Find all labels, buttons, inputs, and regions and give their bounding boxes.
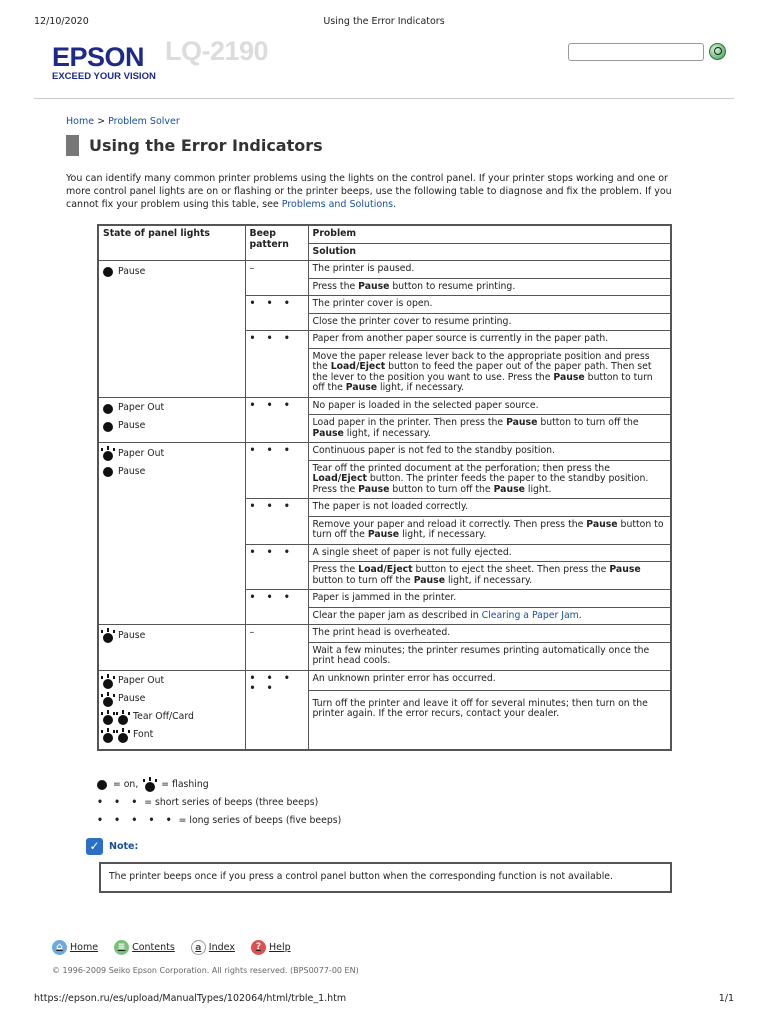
breadcrumb bbox=[66, 116, 180, 127]
header-problem: Problem bbox=[308, 225, 671, 243]
beep-cell: – bbox=[245, 625, 308, 671]
light-flashing-icon bbox=[103, 697, 113, 707]
light-pause bbox=[103, 419, 241, 435]
light-label: Pause bbox=[118, 265, 146, 277]
legend-on-label: = on, bbox=[113, 779, 139, 790]
legend-lights bbox=[97, 776, 341, 794]
beep-cell: • • • • • bbox=[245, 670, 308, 750]
problem-cell: Paper from another paper source is currently in the paper path. bbox=[308, 331, 671, 349]
light-label: Pause bbox=[118, 629, 146, 641]
print-footer bbox=[34, 993, 734, 1007]
help-icon: ? bbox=[251, 940, 266, 955]
bottom-nav bbox=[52, 940, 307, 955]
note-heading bbox=[86, 838, 138, 855]
problem-cell: The printer cover is open. bbox=[308, 296, 671, 314]
intro-text: You can identify many common printer problems using the lights on the control panel. If your printer stops working and one or more control panel lights are on or flashing or the printer beeps, use the following table to diagnose and fix the problem. If you cannot fix your problem using this table, see bbox=[66, 173, 672, 210]
solution-cell: Wait a few minutes; the printer resumes printing automatically once the print head cools. bbox=[308, 642, 671, 670]
print-header bbox=[34, 16, 734, 30]
solution-cell: Close the printer cover to resume printing. bbox=[308, 313, 671, 331]
nav-home-label: Home bbox=[70, 942, 99, 953]
light-pause bbox=[103, 264, 241, 280]
light-label: Paper Out bbox=[118, 675, 165, 687]
problems-and-solutions-link[interactable]: Problems and Solutions bbox=[281, 199, 394, 210]
light-flashing-icon bbox=[145, 782, 155, 792]
light-flashing-icon bbox=[118, 733, 128, 743]
print-url: https://epson.ru/es/upload/ManualTypes/102064/html/trble_1.htm bbox=[34, 993, 347, 1004]
problem-cell: No paper is loaded in the selected paper source. bbox=[308, 397, 671, 415]
page-title-block bbox=[66, 134, 323, 156]
page-title: Using the Error Indicators bbox=[89, 135, 323, 155]
solution-cell: Press the Load/Eject button to eject the sheet. Then press the Pause button to turn off the Pause light, if necessary. bbox=[308, 562, 671, 590]
nav-help-label: Help bbox=[268, 942, 291, 953]
table-row bbox=[98, 261, 671, 279]
note-check-icon: ✓ bbox=[86, 838, 103, 855]
light-paper-out bbox=[103, 674, 241, 690]
solution-cell: Move the paper release lever back to the appropriate position and press the Load/Eject button to feed the paper out of the paper path. Then set the lever to the position you want to use. Press the Pause button to turn off the Pause light, if necessary. bbox=[308, 348, 671, 397]
nav-home[interactable] bbox=[52, 940, 98, 955]
note-label: Note: bbox=[109, 841, 139, 852]
light-on-icon bbox=[103, 422, 113, 432]
title-bar-decoration bbox=[66, 135, 79, 156]
logo-text: EPSON bbox=[52, 42, 145, 72]
breadcrumb-problem-solver[interactable]: Problem Solver bbox=[108, 116, 180, 127]
solution-cell: Load paper in the printer. Then press the Pause button to turn off the Pause light, if necessary. bbox=[308, 415, 671, 443]
legend bbox=[97, 776, 341, 830]
light-flashing-icon bbox=[118, 715, 128, 725]
search-input[interactable] bbox=[568, 43, 704, 61]
table-row bbox=[98, 443, 671, 461]
beep-short-icon: • • • bbox=[97, 797, 142, 808]
beep-cell: – bbox=[245, 261, 308, 296]
beep-cell: • • • bbox=[245, 590, 308, 625]
light-pause bbox=[103, 692, 241, 708]
contents-icon: ≡ bbox=[114, 940, 129, 955]
solution-cell: Tear off the printed document at the perforation; then press the Load/Eject button. The printer feeds the paper to the standby position. Press the Pause button to turn off the Pause light. bbox=[308, 460, 671, 499]
problem-cell: The printer is paused. bbox=[308, 261, 671, 279]
light-label: Pause bbox=[118, 465, 146, 477]
search-icon[interactable] bbox=[709, 43, 726, 60]
beep-cell: • • • bbox=[245, 443, 308, 499]
problem-cell: The print head is overheated. bbox=[308, 625, 671, 643]
legend-long-label: = long series of beeps (five beeps) bbox=[178, 815, 342, 826]
state-cell bbox=[98, 670, 245, 750]
problem-cell: Paper is jammed in the printer. bbox=[308, 590, 671, 608]
solution-cell: Clear the paper jam as described in Clearing a Paper Jam. bbox=[308, 607, 671, 625]
legend-short-beeps bbox=[97, 794, 341, 812]
epson-logo[interactable] bbox=[52, 44, 156, 82]
state-cell bbox=[98, 625, 245, 671]
logo-tagline: EXCEED YOUR VISION bbox=[52, 71, 156, 82]
breadcrumb-home[interactable]: Home bbox=[66, 116, 95, 127]
light-paper-out bbox=[103, 401, 241, 417]
beep-long-icon: • • • • • bbox=[97, 815, 176, 826]
light-label: Paper Out bbox=[118, 402, 165, 414]
nav-index[interactable] bbox=[191, 940, 235, 955]
legend-flashing-label: = flashing bbox=[161, 779, 209, 790]
light-flashing-icon bbox=[103, 633, 113, 643]
light-label: Font bbox=[133, 729, 154, 741]
light-tear-off bbox=[103, 710, 241, 726]
header-solution: Solution bbox=[308, 243, 671, 261]
light-font bbox=[103, 728, 241, 744]
beep-cell: • • • bbox=[245, 331, 308, 398]
home-icon: ⌂ bbox=[52, 940, 67, 955]
header-state: State of panel lights bbox=[98, 225, 245, 261]
light-flashing-icon bbox=[103, 715, 113, 725]
header-divider bbox=[34, 98, 734, 99]
light-label: Pause bbox=[118, 420, 146, 432]
intro-end: . bbox=[393, 199, 397, 210]
light-label: Paper Out bbox=[118, 447, 165, 459]
light-flashing-icon bbox=[103, 451, 113, 461]
print-page-number: 1/1 bbox=[718, 993, 734, 1004]
nav-contents-label: Contents bbox=[132, 942, 175, 953]
error-indicator-table bbox=[97, 224, 672, 751]
beep-cell: • • • bbox=[245, 397, 308, 443]
legend-long-beeps bbox=[97, 812, 341, 830]
light-flashing-icon bbox=[103, 733, 113, 743]
beep-cell: • • • bbox=[245, 296, 308, 331]
nav-index-label: Index bbox=[208, 942, 235, 953]
light-label: Tear Off/Card bbox=[133, 711, 194, 723]
table-row bbox=[98, 670, 671, 690]
solution-cell: Turn off the printer and leave it off for several minutes; then turn on the printer again. If the error recurs, contact your dealer. bbox=[308, 690, 671, 749]
problem-cell: Continuous paper is not fed to the standby position. bbox=[308, 443, 671, 461]
breadcrumb-separator: > bbox=[94, 116, 109, 127]
note-box: The printer beeps once if you press a control panel button when the corresponding function is not available. bbox=[99, 862, 672, 893]
nav-help[interactable] bbox=[251, 940, 291, 955]
solution-cell: Press the Pause button to resume printing. bbox=[308, 278, 671, 296]
light-pause bbox=[103, 628, 241, 644]
table-row bbox=[98, 625, 671, 643]
model-name: LQ-2190 bbox=[165, 36, 269, 66]
index-icon: a bbox=[191, 940, 206, 955]
intro-paragraph bbox=[66, 172, 694, 211]
problem-cell: A single sheet of paper is not fully ejected. bbox=[308, 544, 671, 562]
problem-cell: The paper is not loaded correctly. bbox=[308, 499, 671, 517]
light-on-icon bbox=[97, 780, 107, 790]
state-cell bbox=[98, 443, 245, 625]
light-label: Pause bbox=[118, 693, 146, 705]
light-on-icon bbox=[103, 267, 113, 277]
problem-cell: An unknown printer error has occurred. bbox=[308, 670, 671, 690]
copyright: © 1996-2009 Seiko Epson Corporation. All rights reserved. (BPS0077-00 EN) bbox=[52, 966, 359, 975]
light-on-icon bbox=[103, 467, 113, 477]
state-cell bbox=[98, 261, 245, 398]
solution-cell: Remove your paper and reload it correctly. Then press the Pause button to turn off the Pause light, if necessary. bbox=[308, 516, 671, 544]
light-paper-out bbox=[103, 446, 241, 462]
print-date: 12/10/2020 bbox=[34, 16, 89, 27]
beep-cell: • • • bbox=[245, 544, 308, 590]
table-header-row bbox=[98, 225, 671, 243]
light-flashing-icon bbox=[103, 679, 113, 689]
print-title: Using the Error Indicators bbox=[323, 16, 445, 27]
light-on-icon bbox=[103, 404, 113, 414]
clearing-paper-jam-link[interactable]: Clearing a Paper Jam bbox=[481, 609, 579, 621]
header-beep: Beep pattern bbox=[245, 225, 308, 261]
light-pause bbox=[103, 464, 241, 480]
beep-cell: • • • bbox=[245, 499, 308, 545]
legend-short-label: = short series of beeps (three beeps) bbox=[144, 797, 319, 808]
state-cell bbox=[98, 397, 245, 443]
table-row bbox=[98, 397, 671, 415]
nav-contents[interactable] bbox=[114, 940, 175, 955]
